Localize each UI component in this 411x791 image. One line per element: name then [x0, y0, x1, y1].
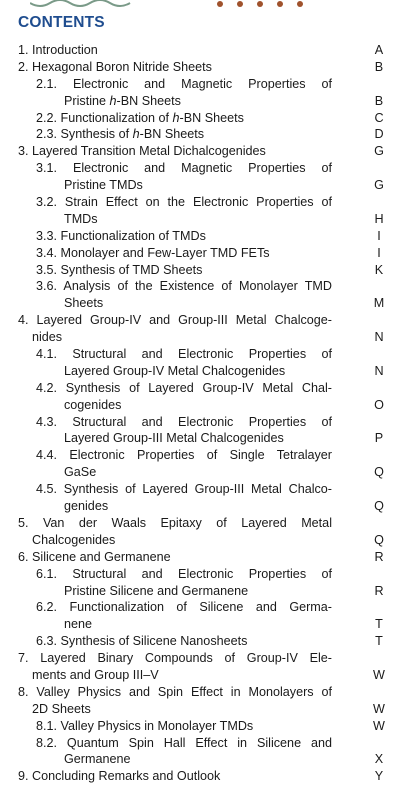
- toc-entry-title: Layered Group-IV Metal Chalcogenides: [64, 363, 286, 378]
- toc-entry: [0, 346, 411, 363]
- toc-entry-title: 1. Introduction: [18, 43, 98, 57]
- toc-entry-title: 3.3. Functionalization of TMDs: [36, 228, 206, 243]
- toc-entry-page: M: [373, 296, 385, 311]
- toc-entry-title: 4.4. Electronic Properties of Single Tetralayer: [36, 448, 332, 463]
- toc-entry: [0, 278, 411, 295]
- toc-entry-page: G: [374, 178, 384, 193]
- toc-entry-page: P: [374, 431, 384, 446]
- table-of-contents: [0, 42, 411, 785]
- toc-entry: [0, 59, 411, 76]
- toc-entry-page: T: [375, 617, 383, 632]
- toc-entry: [0, 143, 411, 160]
- toc-entry-page: W: [373, 667, 385, 682]
- toc-entry: [0, 447, 411, 464]
- toc-entry-page: W: [373, 718, 385, 733]
- toc-entry: [0, 751, 411, 768]
- toc-entry-title: nene: [64, 617, 93, 632]
- toc-entry-page: W: [373, 701, 385, 716]
- toc-entry: [0, 110, 411, 127]
- toc-entry-title: 3.2. Strain Effect on the Electronic Properties of: [36, 195, 332, 210]
- toc-entry: [0, 481, 411, 498]
- toc-entry: [0, 583, 411, 600]
- toc-entry-title: 2.3. Synthesis of h-BN Sheets: [36, 127, 205, 142]
- toc-entry: [0, 76, 411, 93]
- toc-entry-page: K: [374, 262, 384, 277]
- toc-entry-title: 6.2. Functionalization of Silicene and Germa-: [36, 600, 332, 615]
- toc-entry: [0, 245, 411, 262]
- toc-entry: [0, 312, 411, 329]
- toc-entry-title: 8.1. Valley Physics in Monolayer TMDs: [36, 718, 254, 733]
- toc-entry: [0, 532, 411, 549]
- toc-entry-title: genides: [64, 499, 109, 514]
- toc-entry-page: D: [374, 127, 384, 142]
- toc-entry-page: B: [374, 59, 384, 74]
- contents-heading: CONTENTS: [18, 14, 105, 31]
- toc-entry-title: Sheets: [64, 296, 104, 311]
- toc-entry-page: G: [374, 144, 384, 159]
- top-decoration: [30, 0, 330, 12]
- toc-entry: [0, 329, 411, 346]
- toc-entry-title: Pristine Silicene and Germanene: [64, 583, 249, 598]
- toc-entry-title: 4. Layered Group-IV and Group-III Metal Chalcoge-: [18, 313, 332, 328]
- toc-entry: [0, 718, 411, 735]
- toc-entry: [0, 194, 411, 211]
- toc-entry-page: X: [374, 752, 384, 767]
- toc-entry-page: R: [374, 549, 384, 564]
- toc-entry: [0, 667, 411, 684]
- toc-entry: [0, 701, 411, 718]
- toc-entry-page: B: [374, 93, 384, 108]
- toc-entry-title: 9. Concluding Remarks and Outlook: [18, 769, 221, 784]
- toc-entry: [0, 768, 411, 785]
- toc-entry-title: 6.3. Synthesis of Silicene Nanosheets: [36, 634, 248, 649]
- toc-entry: [0, 228, 411, 245]
- toc-entry: [0, 363, 411, 380]
- toc-entry-page: C: [374, 110, 384, 125]
- toc-entry: [0, 566, 411, 583]
- toc-entry-title: 4.1. Structural and Electronic Properties of: [36, 347, 332, 362]
- toc-entry-title: 5. Van der Waals Epitaxy of Layered Metal: [18, 515, 332, 530]
- toc-entry: [0, 684, 411, 701]
- toc-entry-page: H: [374, 211, 384, 226]
- toc-entry: [0, 515, 411, 532]
- toc-entry-title: 2D Sheets: [32, 701, 91, 716]
- toc-entry-page: N: [374, 363, 384, 378]
- toc-entry: [0, 599, 411, 616]
- toc-entry-title: 4.5. Synthesis of Layered Group-III Metal Chalco-: [36, 482, 332, 497]
- toc-entry: [0, 650, 411, 667]
- toc-entry-page: Y: [374, 769, 384, 784]
- toc-entry: [0, 616, 411, 633]
- toc-entry-title: cogenides: [64, 397, 122, 412]
- toc-entry-page: Q: [374, 532, 384, 547]
- toc-entry-title: Layered Group-III Metal Chalcogenides: [64, 431, 284, 446]
- toc-entry-title: 8. Valley Physics and Spin Effect in Monolayers of: [18, 684, 332, 699]
- toc-entry: [0, 430, 411, 447]
- toc-entry-title: 3.4. Monolayer and Few-Layer TMD FETs: [36, 245, 270, 260]
- toc-entry: [0, 262, 411, 279]
- toc-entry-title: ments and Group III–V: [32, 667, 159, 682]
- toc-entry: [0, 498, 411, 515]
- toc-entry-title: 4.2. Synthesis of Layered Group-IV Metal Chal-: [36, 380, 332, 395]
- toc-entry-page: Q: [374, 465, 384, 480]
- toc-entry-title: 3.6. Analysis of the Existence of Monolayer TMD: [36, 279, 332, 294]
- toc-entry: [0, 735, 411, 752]
- toc-entry-page: Q: [374, 499, 384, 514]
- toc-entry: [0, 126, 411, 143]
- toc-entry-page: R: [374, 583, 384, 598]
- toc-entry-page: T: [375, 634, 383, 649]
- toc-entry-page: I: [377, 228, 381, 243]
- toc-entry-title: 2. Hexagonal Boron Nitride Sheets: [18, 59, 212, 74]
- toc-entry: [0, 397, 411, 414]
- toc-entry-title: Chalcogenides: [32, 532, 116, 547]
- toc-entry-title: 6.1. Structural and Electronic Properties of: [36, 566, 332, 581]
- toc-entry: [0, 160, 411, 177]
- toc-entry: [0, 464, 411, 481]
- toc-entry-title: 7. Layered Binary Compounds of Group-IV Ele-: [18, 651, 332, 666]
- toc-entry-title: Pristine TMDs: [64, 178, 143, 193]
- toc-entry-title: nides: [32, 330, 63, 345]
- toc-entry: [0, 211, 411, 228]
- toc-entry-page: A: [374, 43, 384, 57]
- toc-entry-title: GaSe: [64, 465, 97, 480]
- toc-entry-title: 3. Layered Transition Metal Dichalcogenides: [18, 144, 266, 159]
- toc-entry-page: N: [374, 330, 384, 345]
- toc-entry-title: 3.5. Synthesis of TMD Sheets: [36, 262, 203, 277]
- toc-entry: [0, 549, 411, 566]
- toc-entry: [0, 42, 411, 59]
- toc-entry: [0, 177, 411, 194]
- toc-entry-title: Germanene: [64, 752, 131, 767]
- toc-entry-page: O: [374, 397, 384, 412]
- toc-entry: [0, 295, 411, 312]
- toc-entry: [0, 93, 411, 110]
- toc-entry-title: 3.1. Electronic and Magnetic Properties of: [36, 161, 332, 176]
- toc-entry-page: I: [377, 245, 381, 260]
- toc-entry-title: 6. Silicene and Germanene: [18, 549, 171, 564]
- toc-entry: [0, 414, 411, 431]
- toc-entry-title: Pristine h-BN Sheets: [64, 93, 181, 108]
- toc-entry-title: 2.1. Electronic and Magnetic Properties of: [36, 76, 332, 91]
- toc-entry-title: TMDs: [64, 211, 98, 226]
- toc-entry-title: 4.3. Structural and Electronic Properties of: [36, 414, 332, 429]
- toc-entry: [0, 380, 411, 397]
- toc-entry: [0, 633, 411, 650]
- toc-entry-title: 2.2. Functionalization of h-BN Sheets: [36, 110, 244, 125]
- toc-entry-title: 8.2. Quantum Spin Hall Effect in Silicene and: [36, 735, 332, 750]
